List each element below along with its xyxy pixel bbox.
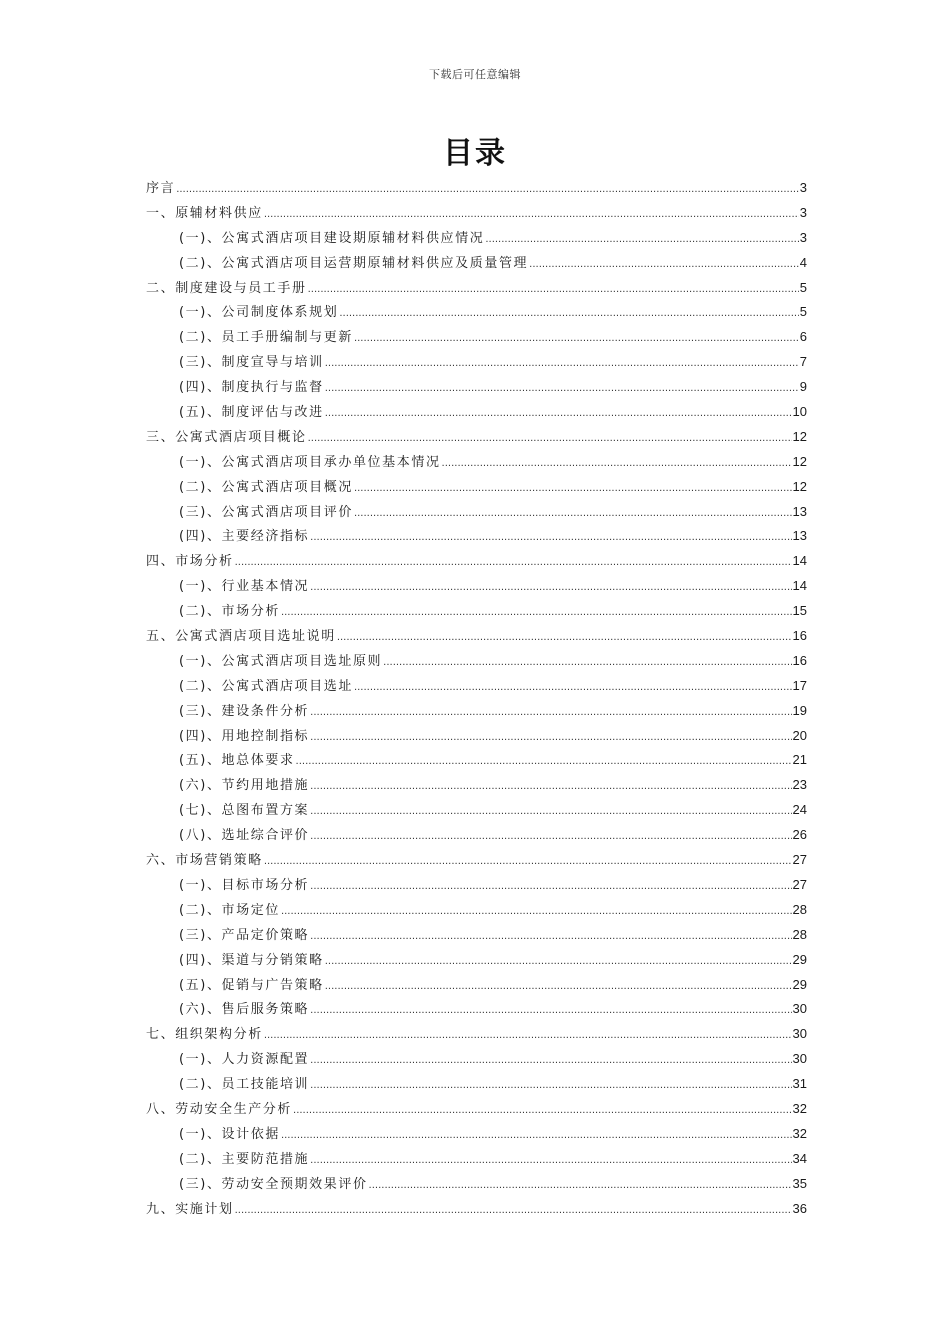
toc-entry-label: (四)、用地控制指标	[179, 728, 310, 744]
toc-subentry[interactable]	[146, 226, 807, 251]
dot-leader	[485, 228, 798, 253]
toc-subentry[interactable]	[146, 773, 807, 798]
toc-entry-label: (三)、建设条件分析	[179, 703, 310, 719]
dot-leader	[310, 825, 791, 850]
dot-leader	[235, 551, 792, 576]
toc-page-number: 13	[792, 503, 807, 519]
toc-entry-label: (五)、地总体要求	[179, 753, 295, 769]
dot-leader	[337, 626, 792, 651]
toc-page-number: 7	[799, 354, 807, 370]
toc-page-number: 29	[792, 951, 807, 967]
toc-entry-label: 四、市场分析	[146, 554, 234, 570]
toc-page-number: 3	[799, 180, 807, 195]
dot-leader	[354, 676, 792, 701]
toc-entry-label: (五)、促销与广告策略	[179, 977, 324, 993]
toc-entry-label: (六)、节约用地措施	[179, 778, 310, 794]
toc-page-number: 30	[792, 1026, 807, 1042]
dot-leader	[310, 526, 791, 551]
toc-page-number: 3	[799, 204, 807, 220]
table-of-contents	[146, 176, 807, 1221]
toc-subentry[interactable]	[146, 450, 807, 475]
toc-page-number: 9	[799, 379, 807, 395]
toc-subentry[interactable]	[146, 973, 807, 998]
toc-subentry[interactable]	[146, 1122, 807, 1147]
toc-page-number: 21	[792, 752, 807, 768]
toc-entry-label: 序言	[146, 181, 176, 196]
dot-leader	[281, 1124, 792, 1149]
dot-leader	[310, 800, 791, 825]
dot-leader	[264, 1024, 792, 1049]
toc-subentry[interactable]	[146, 873, 807, 898]
dot-leader	[310, 775, 791, 800]
dot-leader	[310, 726, 791, 751]
toc-subentry[interactable]	[146, 325, 807, 350]
dot-leader	[354, 477, 792, 502]
toc-entry-label: (一)、设计依据	[179, 1126, 280, 1142]
dot-leader	[325, 352, 799, 377]
toc-entry[interactable]	[146, 276, 807, 301]
toc-entry-label: 一、原辅材料供应	[146, 205, 263, 221]
toc-subentry[interactable]	[146, 674, 807, 699]
toc-page-number: 36	[792, 1200, 807, 1216]
dot-leader	[310, 875, 791, 900]
toc-subentry[interactable]	[146, 823, 807, 848]
toc-entry-label: (一)、人力资源配置	[179, 1052, 310, 1068]
toc-page-number: 17	[792, 677, 807, 693]
toc-entry[interactable]	[146, 1022, 807, 1047]
toc-entry-label: (一)、目标市场分析	[179, 877, 310, 893]
toc-subentry[interactable]	[146, 475, 807, 500]
toc-page-number: 15	[792, 603, 807, 619]
toc-subentry[interactable]	[146, 1072, 807, 1097]
toc-page-number: 19	[792, 702, 807, 718]
toc-page-number: 14	[792, 553, 807, 569]
toc-page-number: 30	[792, 1051, 807, 1067]
toc-subentry[interactable]	[146, 798, 807, 823]
toc-entry-label: (三)、制度宣导与培训	[179, 355, 324, 371]
toc-page-number: 32	[792, 1100, 807, 1116]
toc-page-number: 12	[792, 428, 807, 444]
toc-page-number: 5	[799, 304, 807, 320]
toc-entry[interactable]	[146, 201, 807, 226]
toc-entry[interactable]	[146, 176, 807, 201]
toc-subentry[interactable]	[146, 1147, 807, 1172]
toc-page-number: 5	[799, 279, 807, 295]
toc-entry-label: 八、劳动安全生产分析	[146, 1101, 293, 1117]
toc-entry-label: (六)、售后服务策略	[179, 1002, 310, 1018]
toc-subentry[interactable]	[146, 1172, 807, 1197]
toc-entry-label: (二)、员工技能培训	[179, 1077, 310, 1093]
dot-leader	[310, 999, 791, 1024]
toc-subentry[interactable]	[146, 574, 807, 599]
toc-entry-label: (二)、市场分析	[179, 604, 280, 620]
toc-subentry[interactable]	[146, 923, 807, 948]
dot-leader	[325, 975, 792, 1000]
toc-subentry[interactable]	[146, 375, 807, 400]
dot-leader	[383, 651, 791, 676]
toc-entry[interactable]	[146, 1097, 807, 1122]
toc-entry-label: 九、实施计划	[146, 1201, 234, 1217]
toc-subentry[interactable]	[146, 948, 807, 973]
dot-leader	[293, 1099, 792, 1124]
toc-entry-label: (一)、公寓式酒店项目选址原则	[179, 653, 383, 669]
toc-subentry[interactable]	[146, 1047, 807, 1072]
toc-page-number: 16	[792, 652, 807, 668]
toc-page-number: 13	[792, 528, 807, 544]
toc-page-number: 14	[792, 578, 807, 594]
toc-entry-label: (三)、产品定价策略	[179, 927, 310, 943]
toc-entry-label: 五、公寓式酒店项目选址说明	[146, 629, 336, 645]
toc-entry[interactable]	[146, 1197, 807, 1222]
toc-entry-label: 七、组织架构分析	[146, 1027, 263, 1043]
dot-leader	[325, 377, 799, 402]
toc-subentry[interactable]	[146, 724, 807, 749]
toc-subentry[interactable]	[146, 599, 807, 624]
toc-page-number: 23	[792, 777, 807, 793]
toc-entry-label: (二)、公寓式酒店项目选址	[179, 678, 353, 694]
toc-entry-label: (四)、制度执行与监督	[179, 380, 324, 396]
toc-entry-label: (三)、公寓式酒店项目评价	[179, 504, 353, 520]
toc-entry[interactable]	[146, 624, 807, 649]
dot-leader	[264, 850, 792, 875]
toc-entry-label: (四)、主要经济指标	[179, 529, 310, 545]
dot-leader	[325, 402, 792, 427]
toc-page-number: 10	[792, 404, 807, 420]
toc-page-number: 27	[792, 876, 807, 892]
toc-subentry[interactable]	[146, 649, 807, 674]
toc-page-number: 29	[792, 976, 807, 992]
dot-leader	[281, 900, 792, 925]
dot-leader	[442, 452, 792, 477]
toc-entry-label: (二)、公寓式酒店项目概况	[179, 479, 353, 495]
dot-leader	[354, 502, 792, 527]
dot-leader	[310, 576, 791, 601]
toc-entry[interactable]	[146, 549, 807, 574]
dot-leader	[264, 203, 799, 228]
dot-leader	[339, 302, 798, 327]
toc-page-number: 32	[792, 1125, 807, 1141]
toc-entry[interactable]	[146, 425, 807, 450]
toc-entry-label: 六、市场营销策略	[146, 853, 263, 869]
toc-page-number: 3	[799, 229, 807, 245]
toc-page-number: 16	[792, 628, 807, 644]
toc-page-number: 35	[792, 1175, 807, 1191]
toc-page-number: 12	[792, 453, 807, 469]
toc-entry-label: (一)、公寓式酒店项目承办单位基本情况	[179, 454, 441, 470]
dot-leader	[308, 427, 792, 452]
toc-entry-label: (八)、选址综合评价	[179, 828, 310, 844]
toc-subentry[interactable]	[146, 699, 807, 724]
toc-entry-label: (五)、制度评估与改进	[179, 405, 324, 421]
toc-entry-label: (二)、员工手册编制与更新	[179, 330, 353, 346]
dot-leader	[176, 178, 799, 203]
toc-page-number: 4	[799, 254, 807, 270]
toc-page-number: 6	[799, 329, 807, 345]
toc-entry-label: 三、公寓式酒店项目概论	[146, 429, 307, 445]
toc-entry-label: 二、制度建设与员工手册	[146, 280, 307, 296]
toc-entry-label: (二)、公寓式酒店项目运营期原辅材料供应及质量管理	[179, 255, 529, 271]
toc-subentry[interactable]	[146, 524, 807, 549]
toc-entry-label: (三)、劳动安全预期效果评价	[179, 1176, 368, 1192]
toc-entry-label: (二)、市场定位	[179, 902, 280, 918]
toc-subentry[interactable]	[146, 898, 807, 923]
toc-subentry[interactable]	[146, 400, 807, 425]
toc-page-number: 12	[792, 478, 807, 494]
toc-entry-label: (二)、主要防范措施	[179, 1151, 310, 1167]
toc-page-number: 20	[792, 727, 807, 743]
toc-page-number: 34	[792, 1150, 807, 1166]
toc-subentry[interactable]	[146, 748, 807, 773]
dot-leader	[296, 750, 792, 775]
dot-leader	[235, 1199, 792, 1224]
dot-leader	[529, 253, 799, 278]
toc-entry[interactable]	[146, 848, 807, 873]
toc-entry-label: (一)、公寓式酒店项目建设期原辅材料供应情况	[179, 230, 485, 246]
toc-page-number: 24	[792, 802, 807, 818]
dot-leader	[354, 327, 799, 352]
dot-leader	[310, 1049, 791, 1074]
toc-page-number: 28	[792, 926, 807, 942]
toc-page-number: 26	[792, 827, 807, 843]
header-note: 下载后可任意编辑	[429, 68, 521, 81]
toc-subentry[interactable]	[146, 251, 807, 276]
dot-leader	[310, 701, 791, 726]
dot-leader	[325, 950, 792, 975]
dot-leader	[308, 278, 799, 303]
toc-page-number: 31	[792, 1076, 807, 1092]
toc-page-number: 27	[792, 852, 807, 868]
toc-subentry[interactable]	[146, 500, 807, 525]
dot-leader	[281, 601, 792, 626]
toc-subentry[interactable]	[146, 350, 807, 375]
toc-page-number: 28	[792, 901, 807, 917]
toc-entry-label: (七)、总图布置方案	[179, 803, 310, 819]
dot-leader	[369, 1174, 792, 1199]
toc-page-number: 30	[792, 1001, 807, 1017]
toc-entry-label: (四)、渠道与分销策略	[179, 952, 324, 968]
toc-entry-label: (一)、公司制度体系规划	[179, 305, 339, 321]
toc-subentry[interactable]	[146, 997, 807, 1022]
toc-entry-label: (一)、行业基本情况	[179, 579, 310, 595]
toc-subentry[interactable]	[146, 300, 807, 325]
dot-leader	[310, 1074, 791, 1099]
page-title: 目录	[443, 136, 507, 171]
dot-leader	[310, 1149, 791, 1174]
dot-leader	[310, 925, 791, 950]
